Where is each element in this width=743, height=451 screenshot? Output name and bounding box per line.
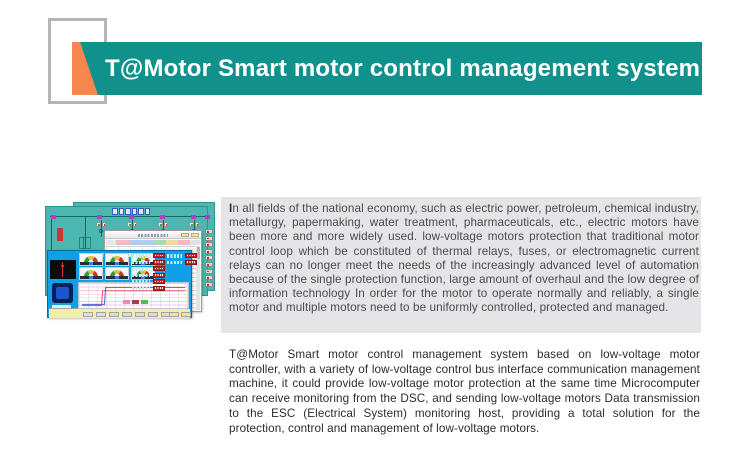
intro-paragraph: In all fields of the national economy, such as electric power, petroleum, chemical industry, metallurgy, papermaking, water treatment, pharmaceuticals, etc., electric motors have been more and more widely used. low-voltage motors protection that traditional motor control loop which be constituted of thermal relays, fuses, or electromagnetic current relays can no longer meet the needs of the increasingly advanced level of automation because of the single protection function, large amount of overhaul and the low degree of information technology In order for the motor to operate normally and reliably, a single motor and multiple motors need to be uniformly controlled, protected and managed. <box>229 202 700 315</box>
alarm-value-box <box>153 266 165 271</box>
gauge-widget <box>79 267 103 280</box>
alarm-label <box>167 261 182 265</box>
breaker-node <box>191 215 196 220</box>
status-button <box>169 312 179 317</box>
title-glyph <box>145 208 151 215</box>
legend-chip-pink <box>123 300 130 304</box>
title-glyph <box>112 208 118 215</box>
contactor-red <box>102 222 107 227</box>
contactor-green <box>189 222 194 227</box>
table-toolbar-button <box>191 233 199 237</box>
alarm-value-box <box>153 286 165 291</box>
alarm-label <box>132 274 150 278</box>
contactor-green <box>96 222 101 227</box>
mimic-diagram-panel <box>50 260 76 279</box>
motor-symbol <box>99 229 103 233</box>
title-glyph <box>138 208 144 215</box>
status-button <box>181 312 191 317</box>
table-toolbar-button <box>181 233 189 237</box>
capacitor-bank-symbol <box>79 237 91 249</box>
gauge-widget <box>105 267 129 280</box>
device-button <box>205 249 213 254</box>
breaker-node <box>205 215 210 220</box>
status-button <box>96 312 106 317</box>
page-title: T@Motor Smart motor control management system <box>105 55 701 82</box>
breaker-node <box>97 215 102 220</box>
breaker-node <box>160 215 165 220</box>
breaker-node <box>51 215 56 220</box>
legend-chip-green <box>141 300 148 304</box>
alarm-value-box <box>153 260 165 265</box>
device-button <box>205 269 213 274</box>
nav-button <box>52 283 73 303</box>
intro-panel <box>221 197 701 333</box>
alarm-value-box <box>185 260 197 265</box>
load-symbol <box>57 228 63 241</box>
contactor-red <box>164 222 169 227</box>
alarm-label <box>132 267 150 271</box>
gauge-widget <box>105 253 129 266</box>
bus-line <box>50 216 205 217</box>
status-button <box>135 312 145 317</box>
contactor-green <box>127 222 132 227</box>
alarm-label <box>167 254 182 258</box>
status-button <box>83 312 93 317</box>
status-button <box>109 312 119 317</box>
alarm-value-box <box>153 273 165 278</box>
contactor-green <box>158 222 163 227</box>
alarm-label <box>132 254 150 258</box>
description-paragraph: T@Motor Smart motor control management system based on low-voltage motor controller, with a variety of low-voltage control bus interface communication management machine, it could provide low-voltage motor protection at the same time Microcomputer can receive monitoring from the DSC, and sending low-voltage motors Data transmission to the ESC (Electrical System) monitoring host, providing a total solution for the protection, control and management of low-voltage motors. <box>229 348 700 435</box>
alarm-value-box <box>185 253 197 258</box>
device-button <box>205 236 213 241</box>
alarm-label <box>132 280 150 284</box>
status-button <box>148 312 158 317</box>
device-button <box>205 275 213 280</box>
device-button <box>205 242 213 247</box>
table-title-text <box>138 234 168 237</box>
device-button <box>205 282 213 287</box>
gauge-widget <box>79 253 103 266</box>
alarm-label <box>132 287 150 291</box>
banner-accent-triangle <box>72 42 98 95</box>
title-glyph <box>119 208 125 215</box>
table-header-row <box>106 240 200 245</box>
alarm-label <box>132 261 150 265</box>
hmi-window <box>47 250 192 318</box>
contactor-red <box>133 222 138 227</box>
device-button <box>205 262 213 267</box>
device-button <box>205 255 213 260</box>
status-button <box>122 312 132 317</box>
device-button <box>205 229 213 234</box>
legend-chip-maroon <box>132 300 139 304</box>
contactor-red <box>195 222 200 227</box>
feeder-line <box>51 216 52 254</box>
alarm-value-box <box>153 253 165 258</box>
alarm-value-box <box>153 279 165 284</box>
breaker-node <box>129 215 134 220</box>
header-banner <box>72 42 702 95</box>
